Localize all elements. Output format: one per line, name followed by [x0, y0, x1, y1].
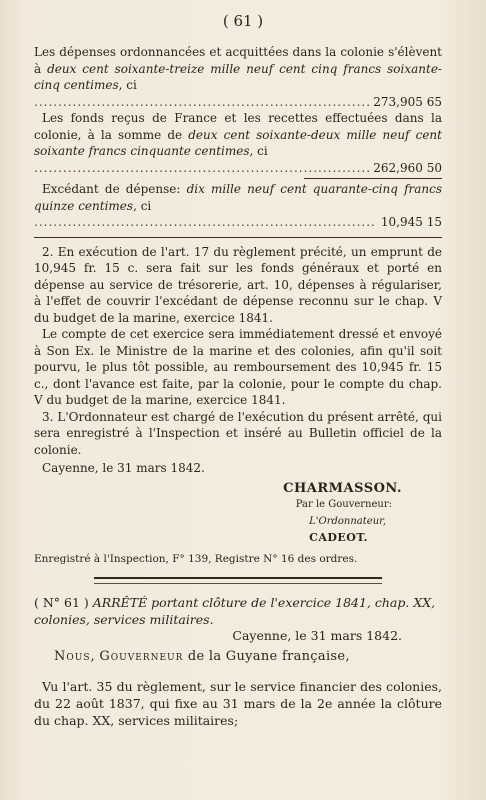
nous-line: Nous, Gouverneur de la Guyane française, — [54, 648, 350, 664]
signature-cadeot: CADEOT. — [309, 531, 368, 544]
place-date: Cayenne, le 31 mars 1842. — [42, 461, 205, 475]
section-divider — [34, 237, 442, 238]
receipts-paragraph: Les fonds reçus de France et les recettes effectuées dans la colonie, à la somme de deux cent soixante-deux mille neuf cent soixante francs cinquante centimes, ci — [34, 111, 442, 158]
excess-paragraph: Excédant de dépense: dix mille neuf cent quarante-cinq francs quinze centimes, ci — [34, 182, 443, 213]
sum-rule — [304, 178, 442, 179]
article-3: 3. L'Ordonnateur est chargé de l'exécution du présent arrêté, qui sera enregistré à l'Inspection et inséré au Bulletin officiel de la colonie. — [34, 409, 442, 457]
ordonnateur-label: L'Ordonnateur, — [309, 515, 386, 527]
expenses-amount-line — [34, 94, 442, 111]
document-body — [34, 44, 442, 741]
vu-paragraph: Vu l'art. 35 du règlement, sur le service financier des colonies, du 22 août 1837, qui fixe au 31 mars de la 2e année la clôture du chap. XX, services militaires; — [34, 678, 442, 728]
arrete-title: ARRÊTÉ portant clôture de l'exercice 1841, chap. XX, colonies, services militaires. — [34, 595, 436, 627]
expenses-amount: 273,905 65 — [373, 94, 442, 109]
excess-amount: 10,945 15 — [380, 215, 442, 229]
expenses-paragraph: Les dépenses ordonnancées et acquittées dans la colonie s'élèvent à deux cent soixante-treize mille neuf cent cinq francs soixante-cinq centimes, ci — [34, 45, 442, 92]
receipts-amount: 262,960 50 — [373, 160, 442, 175]
article-2: 2. En exécution de l'art. 17 du règlement précité, un emprunt de 10,945 fr. 15 c. sera fait sur les fonds généraux et porté en dépense au service de trésorerie, art. 10, dépenses à régulariser, à l'effet de couvrir l'excédant de dépense reconnu sur le chap. V du budget de la marine, exercice 1841. — [34, 244, 442, 325]
article-2-continued: Le compte de cet exercice sera immédiatement dressé et envoyé à Son Ex. le Ministre de la marine et des colonies, afin qu'il soit pourvu, le plus tôt possible, au remboursement des 10,945 fr. 15 c., dont l'avance est faite, par la colonie, pour le compte du chap. V du budget de la marine, exercice 1841. — [34, 327, 442, 407]
arrete-date: Cayenne, le 31 mars 1842. — [232, 628, 402, 643]
page-number: ( 61 ) — [222, 12, 264, 30]
arrete-heading — [34, 594, 442, 628]
double-rule — [94, 577, 382, 584]
signature-charmasson: CHARMASSON. — [283, 480, 402, 496]
par-le-gouverneur: Par le Gouverneur: — [295, 499, 392, 510]
receipts-amount-line — [34, 160, 442, 177]
registration-note: Enregistré à l'Inspection, F° 139, Registre N° 16 des ordres. — [34, 552, 358, 565]
arrete-number: ( N° 61 ) — [34, 595, 93, 610]
excess-amount-line — [34, 214, 442, 231]
